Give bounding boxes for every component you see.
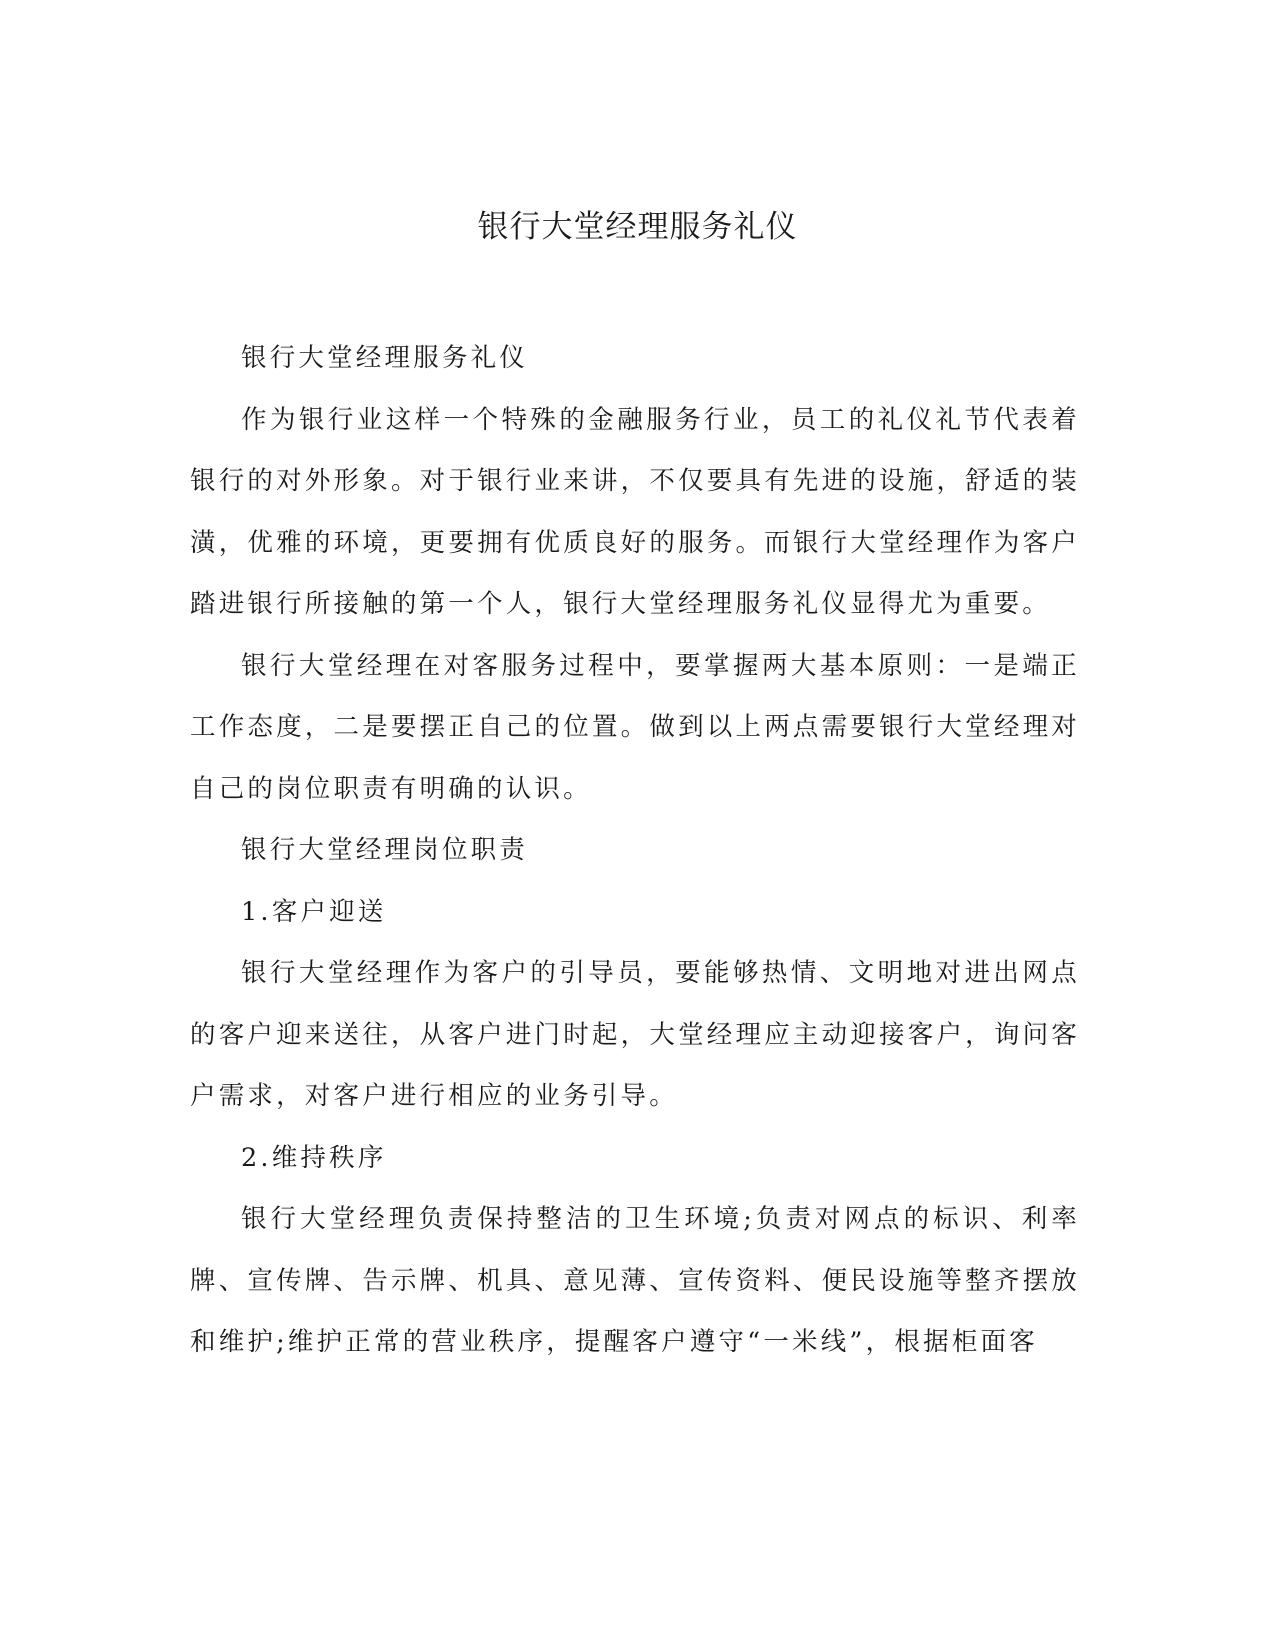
- item-heading-greeting: 1.客户迎送: [241, 896, 387, 927]
- item-heading-order: 2.维持秩序: [241, 1142, 387, 1173]
- section-heading-duties: 银行大堂经理岗位职责: [241, 835, 529, 865]
- paragraph-subtitle: 银行大堂经理服务礼仪: [241, 343, 529, 373]
- paragraph-intro: 作为银行业这样一个特殊的金融服务行业，员工的礼仪礼节代表着银行的对外形象。对于银行业来讲，不仅要具有先进的设施，舒适的装潢，优雅的环境，更要拥有优质良好的服务。而银行大堂经理作为客户踏进银行所接触的第一个人，银行大堂经理服务礼仪显得尤为重要。: [190, 404, 1080, 619]
- document-body: [190, 328, 1080, 1374]
- paragraph-principles: 银行大堂经理在对客服务过程中，要掌握两大基本原则：一是端正工作态度，二是要摆正自己的位置。做到以上两点需要银行大堂经理对自己的岗位职责有明确的认识。: [190, 650, 1080, 804]
- paragraph-greeting: 银行大堂经理作为客户的引导员，要能够热情、文明地对进出网点的客户迎来送往，从客户进门时起，大堂经理应主动迎接客户，询问客户需求，对客户进行相应的业务引导。: [190, 958, 1080, 1111]
- paragraph-order: 银行大堂经理负责保持整洁的卫生环境;负责对网点的标识、利率牌、宣传牌、告示牌、机具、意见薄、宣传资料、便民设施等整齐摆放和维护;维护正常的营业秩序，提醒客户遵守“一米线”，根据柜面客: [190, 1204, 1080, 1357]
- document-title: 银行大堂经理服务礼仪: [477, 209, 798, 245]
